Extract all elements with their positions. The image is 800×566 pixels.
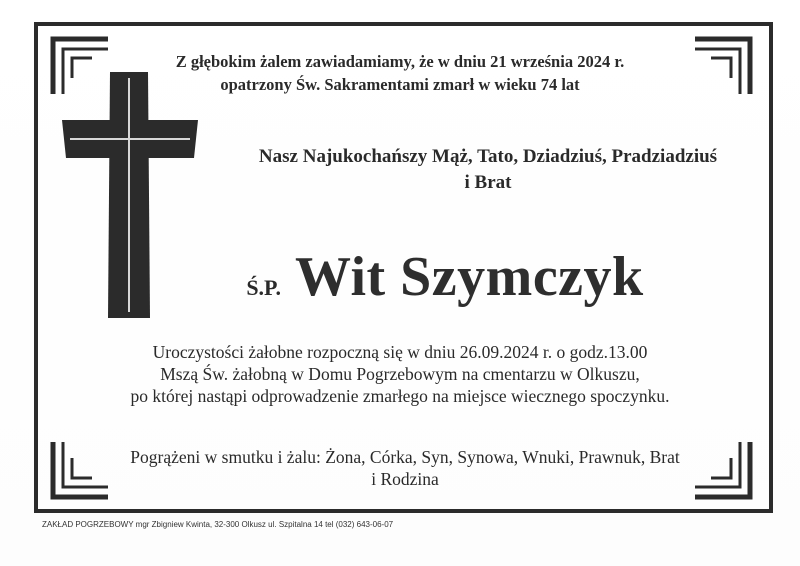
- deceased-name: Wit Szymczyk: [294, 246, 644, 308]
- mourners-text: [90, 446, 720, 490]
- ceremony-line: Uroczystości żałobne rozpoczną się w dniu 26.09.2024 r. o godz.13.00: [152, 342, 648, 362]
- deceased-heading: [185, 245, 705, 315]
- intro-line: opatrzony Św. Sakramentami zmarł w wieku 74 lat: [220, 75, 580, 94]
- corner-ornament-icon: [693, 36, 753, 96]
- relation-line: Nasz Najukochańszy Mąż, Tato, Dziadziuś, Pradziadziuś: [258, 146, 718, 167]
- mourners-line: i Rodzina: [371, 469, 439, 489]
- ceremony-line: po której nastąpi odprowadzenie zmarłego na miejsce wiecznego spoczynku.: [130, 386, 670, 406]
- mourners-line: Pogrążeni w smutku i żalu: Żona, Córka, Syn, Synowa, Wnuki, Prawnuk, Brat: [130, 447, 680, 467]
- intro-line: Z głębokim żalem zawiadamiamy, że w dniu 21 września 2024 r.: [175, 52, 625, 71]
- memorial-prefix: Ś.P.: [246, 275, 281, 300]
- ceremony-details: [90, 341, 710, 407]
- funeral-home-footer: ZAKŁAD POGRZEBOWY mgr Zbigniew Kwinta, 32-300 Olkusz ul. Szpitalna 14 tel (032) 643-06-07: [42, 520, 394, 529]
- intro-text: [110, 50, 690, 96]
- relation-text: [196, 144, 780, 196]
- ceremony-line: Mszą Św. żałobną w Domu Pogrzebowym na cmentarzu w Olkuszu,: [160, 364, 640, 384]
- cross-icon: [62, 72, 198, 318]
- relation-line: i Brat: [464, 172, 512, 193]
